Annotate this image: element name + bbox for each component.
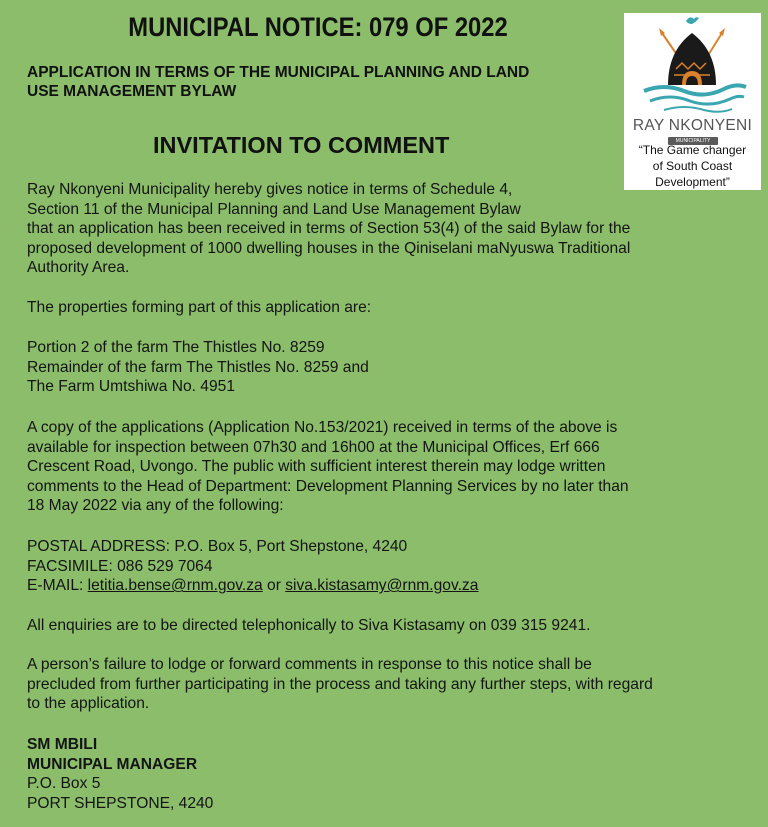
intro-line: that an application has been received in terms of Section 53(4) of the said Bylaw for the bbox=[27, 220, 631, 238]
failure-line: to the application. bbox=[27, 695, 150, 713]
signatory-name: SM MBILI bbox=[27, 736, 98, 753]
property-item: Remainder of the farm The Thistles No. 8259 and bbox=[27, 358, 369, 376]
email-link-kistasamy[interactable]: siva.kistasamy@rnm.gov.za bbox=[285, 577, 479, 595]
email-line bbox=[27, 576, 747, 596]
failure-paragraph bbox=[27, 655, 747, 714]
postal-address: POSTAL ADDRESS: P.O. Box 5, Port Shepstone, 4240 bbox=[27, 538, 408, 555]
application-heading bbox=[27, 63, 617, 101]
municipality-logo bbox=[624, 13, 761, 190]
copy-paragraph bbox=[27, 418, 747, 516]
copy-line: A copy of the applications (Application No.153/2021) received in terms of the above is bbox=[27, 419, 618, 436]
enquiries-paragraph: All enquiries are to be directed telephonically to Siva Kistasamy on 039 315 9241. bbox=[27, 617, 591, 634]
email-label: E-MAIL: bbox=[27, 577, 88, 595]
slogan-line: Development” bbox=[655, 175, 730, 189]
slogan-line: “The Game changer bbox=[638, 143, 747, 157]
property-item: The Farm Umtshiwa No. 4951 bbox=[27, 378, 235, 396]
copy-line: Crescent Road, Uvongo. The public with sufficient interest therein may lodge written bbox=[27, 458, 606, 476]
copy-line: 18 May 2022 via any of the following: bbox=[27, 497, 284, 515]
signatory-address-line: P.O. Box 5 bbox=[27, 775, 101, 793]
notice-title: MUNICIPAL NOTICE: 079 OF 2022 bbox=[128, 12, 508, 42]
copy-line: available for inspection between 07h30 and 16h00 at the Municipal Offices, Erf 666 bbox=[27, 438, 600, 456]
email-link-bense[interactable]: letitia.bense@rnm.gov.za bbox=[87, 577, 263, 595]
slogan-line: of South Coast bbox=[652, 159, 733, 173]
application-heading-line: APPLICATION IN TERMS OF THE MUNICIPAL PLANNING AND LAND bbox=[27, 64, 530, 81]
logo-subtitle: MUNICIPALITY bbox=[668, 137, 718, 145]
properties-intro: The properties forming part of this application are: bbox=[27, 299, 372, 316]
intro-line: Section 11 of the Municipal Planning and Land Use Management Bylaw bbox=[27, 200, 521, 218]
signature-block bbox=[27, 735, 747, 813]
properties-list bbox=[27, 338, 747, 397]
failure-line: A person’s failure to lodge or forward comments in response to this notice shall be bbox=[27, 656, 592, 673]
property-item: Portion 2 of the farm The Thistles No. 8259 bbox=[27, 339, 325, 356]
intro-paragraph bbox=[27, 180, 747, 278]
fax-number: FACSIMILE: 086 529 7064 bbox=[27, 557, 213, 575]
logo-name: RAY NKONYENI bbox=[632, 117, 753, 134]
email-or: or bbox=[262, 577, 286, 595]
invitation-heading: INVITATION TO COMMENT bbox=[153, 132, 450, 158]
failure-line: precluded from further participating in the process and taking any further steps, with regard bbox=[27, 675, 653, 693]
contact-block bbox=[27, 537, 747, 596]
municipality-emblem-icon bbox=[624, 13, 761, 118]
intro-line: proposed development of 1000 dwelling houses in the Qiniselani maNyuswa Traditional bbox=[27, 239, 631, 257]
intro-line: Ray Nkonyeni Municipality hereby gives notice in terms of Schedule 4, bbox=[27, 181, 513, 198]
signatory-title: MUNICIPAL MANAGER bbox=[27, 755, 198, 773]
intro-line: Authority Area. bbox=[27, 259, 130, 277]
application-heading-line: USE MANAGEMENT BYLAW bbox=[27, 83, 237, 100]
copy-line: comments to the Head of Department: Development Planning Services by no later than bbox=[27, 477, 629, 495]
signatory-address-line: PORT SHEPSTONE, 4240 bbox=[27, 794, 214, 812]
